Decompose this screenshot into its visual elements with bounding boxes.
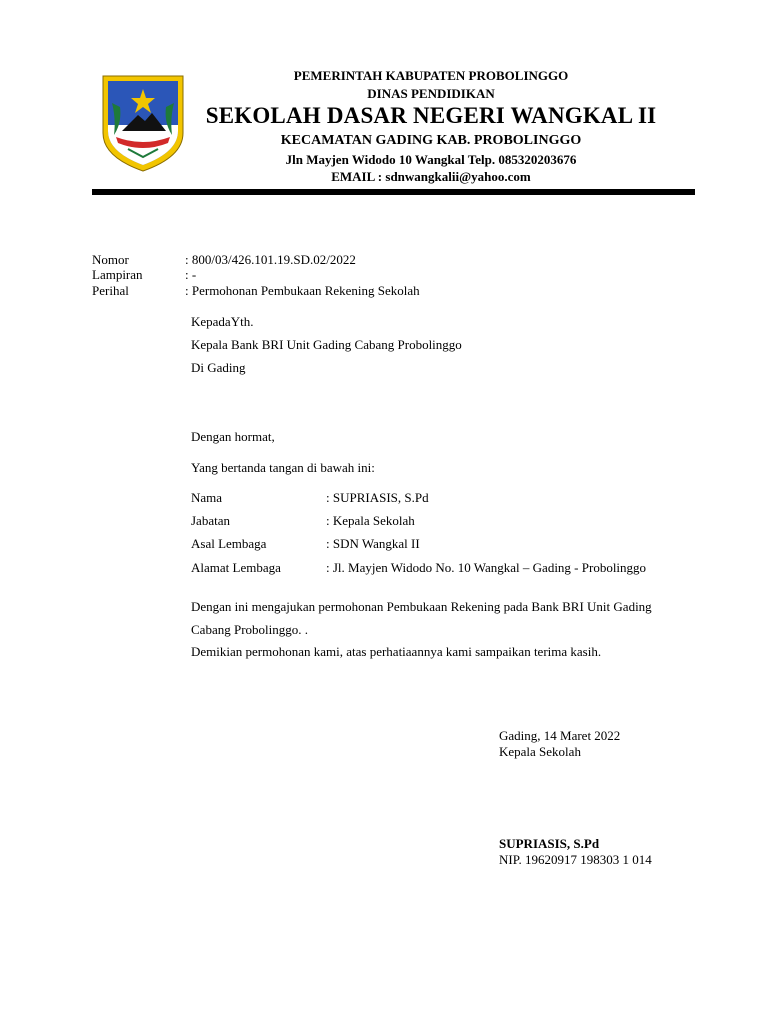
field-value-alamat-lembaga: : Jl. Mayjen Widodo No. 10 Wangkal – Gading - Probolinggo xyxy=(326,560,647,575)
letterhead-school-name: SEKOLAH DASAR NEGERI WANGKAL II xyxy=(205,103,657,128)
signature-nip: NIP. 19620917 198303 1 014 xyxy=(499,852,652,867)
field-value-asal-lembaga: : SDN Wangkal II xyxy=(326,536,420,551)
meta-label-lampiran: Lampiran xyxy=(92,267,143,282)
letterhead-government: PEMERINTAH KABUPATEN PROBOLINGGO xyxy=(293,68,569,83)
request-paragraph-line2: Cabang Probolinggo. . xyxy=(191,622,308,637)
signature-position: Kepala Sekolah xyxy=(499,744,581,759)
meta-value-nomor: : 800/03/426.101.19.SD.02/2022 xyxy=(185,252,356,267)
meta-value-lampiran: : - xyxy=(185,267,197,282)
meta-label-perihal: Perihal xyxy=(92,283,129,298)
request-paragraph-line1: Dengan ini mengajukan permohonan Pembukaan Rekening pada Bank BRI Unit Gading xyxy=(191,599,652,614)
field-label-nama: Nama xyxy=(191,490,223,505)
recipient-line: Kepala Bank BRI Unit Gading Cabang Probolinggo xyxy=(191,337,462,352)
meta-label-nomor: Nomor xyxy=(92,252,129,267)
letterhead-district: KECAMATAN GADING KAB. PROBOLINGGO xyxy=(280,133,582,148)
recipient-line: KepadaYth. xyxy=(191,314,254,329)
recipient-line: Di Gading xyxy=(191,360,246,375)
closing-paragraph: Demikian permohonan kami, atas perhatiaannya kami sampaikan terima kasih. xyxy=(191,644,602,659)
letterhead-divider xyxy=(92,189,695,195)
field-value-nama: : SUPRIASIS, S.Pd xyxy=(326,490,429,505)
field-label-asal-lembaga: Asal Lembaga xyxy=(191,536,267,551)
intro-text: Yang bertanda tangan di bawah ini: xyxy=(191,460,375,475)
signature-name: SUPRIASIS, S.Pd xyxy=(499,836,600,851)
letterhead-address: Jln Mayjen Widodo 10 Wangkal Telp. 085320203676 xyxy=(285,152,577,167)
probolinggo-regency-emblem-icon xyxy=(100,73,186,173)
field-value-jabatan: : Kepala Sekolah xyxy=(326,513,415,528)
letterhead-email: EMAIL : sdnwangkalii@yahoo.com xyxy=(331,169,531,184)
meta-value-perihal: : Permohonan Pembukaan Rekening Sekolah xyxy=(185,283,420,298)
field-label-jabatan: Jabatan xyxy=(191,513,230,528)
signature-place-date: Gading, 14 Maret 2022 xyxy=(499,728,621,743)
salutation: Dengan hormat, xyxy=(191,429,275,444)
field-label-alamat-lembaga: Alamat Lembaga xyxy=(191,560,281,575)
letterhead-department: DINAS PENDIDIKAN xyxy=(367,86,495,101)
